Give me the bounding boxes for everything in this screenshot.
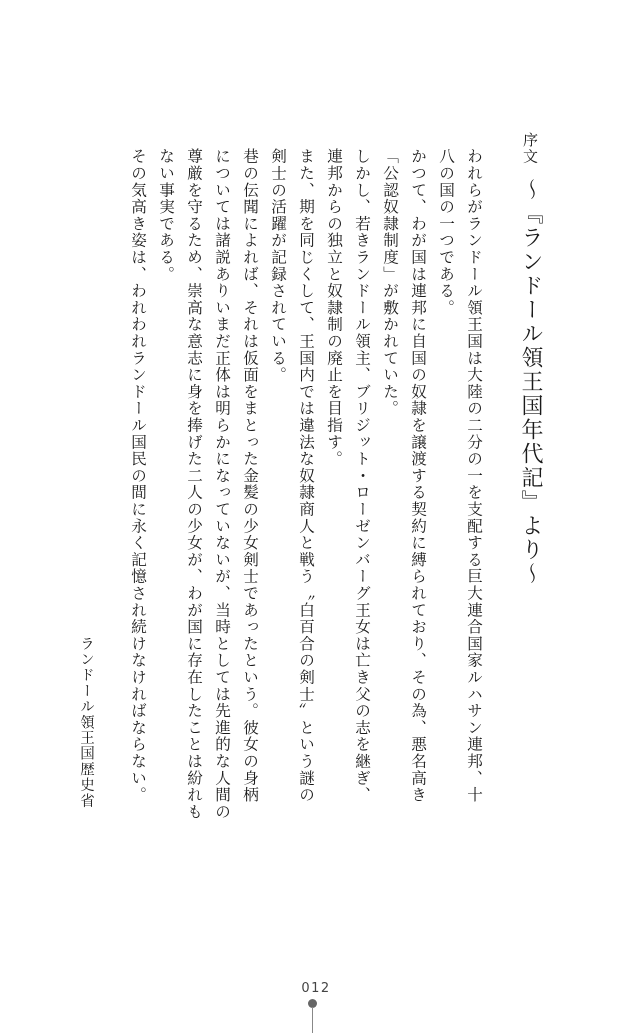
text-line-7: また、期を同じくして、王国内では違法な奴隷商人と戦う〝白百合の剣士〟という謎の (297, 148, 315, 804)
page-number: 012 (301, 981, 331, 996)
text-line-2: 八の国の一つである。 (437, 148, 455, 316)
folio-rule (312, 1007, 313, 1033)
text-line-5: しかし、若きランドール領主、ブリジット・ローゼンバーグ王女は亡き父の志を継ぎ、 (353, 148, 371, 804)
text-line-1: われらがランドール領王国は大陸の二分の一を支配する巨大連合国家ルハサン連邦、十 (465, 148, 483, 804)
text-line-3: かつて、わが国は連邦に自国の奴隷を譲渡する契約に縛られており、その為、悪名高き (409, 148, 427, 804)
text-line-10: については諸説ありいまだ正体は明らかになっていないが、当時としては先進的な人間の (213, 148, 231, 820)
text-line-4: 「公認奴隷制度」が敷かれていた。 (381, 148, 399, 417)
text-line-6: 連邦からの独立と奴隷制の廃止を目指す。 (325, 148, 343, 468)
preface-heading (516, 132, 544, 586)
text-line-11: 尊厳を守るため、崇高な意志に身を捧げた二人の少女が、わが国に存在したことは紛れも (185, 148, 203, 820)
preface-label: 序文 (521, 132, 539, 165)
preface-title: ～『ランドール領王国年代記』より～ (518, 178, 543, 587)
text-line-13: その気高き姿は、われわれランドール国民の間に永く記憶され続けなければならない。 (129, 148, 147, 804)
text-line-9: 巷の伝聞によれば、それは仮面をまとった金髪の少女剣士であったという。彼女の身柄 (241, 148, 259, 804)
text-line-12: ない事実である。 (157, 148, 175, 283)
text-line-8: 剣士の活躍が記録されている。 (269, 148, 287, 384)
signature: ランドール領王国歴史省 (78, 636, 94, 809)
